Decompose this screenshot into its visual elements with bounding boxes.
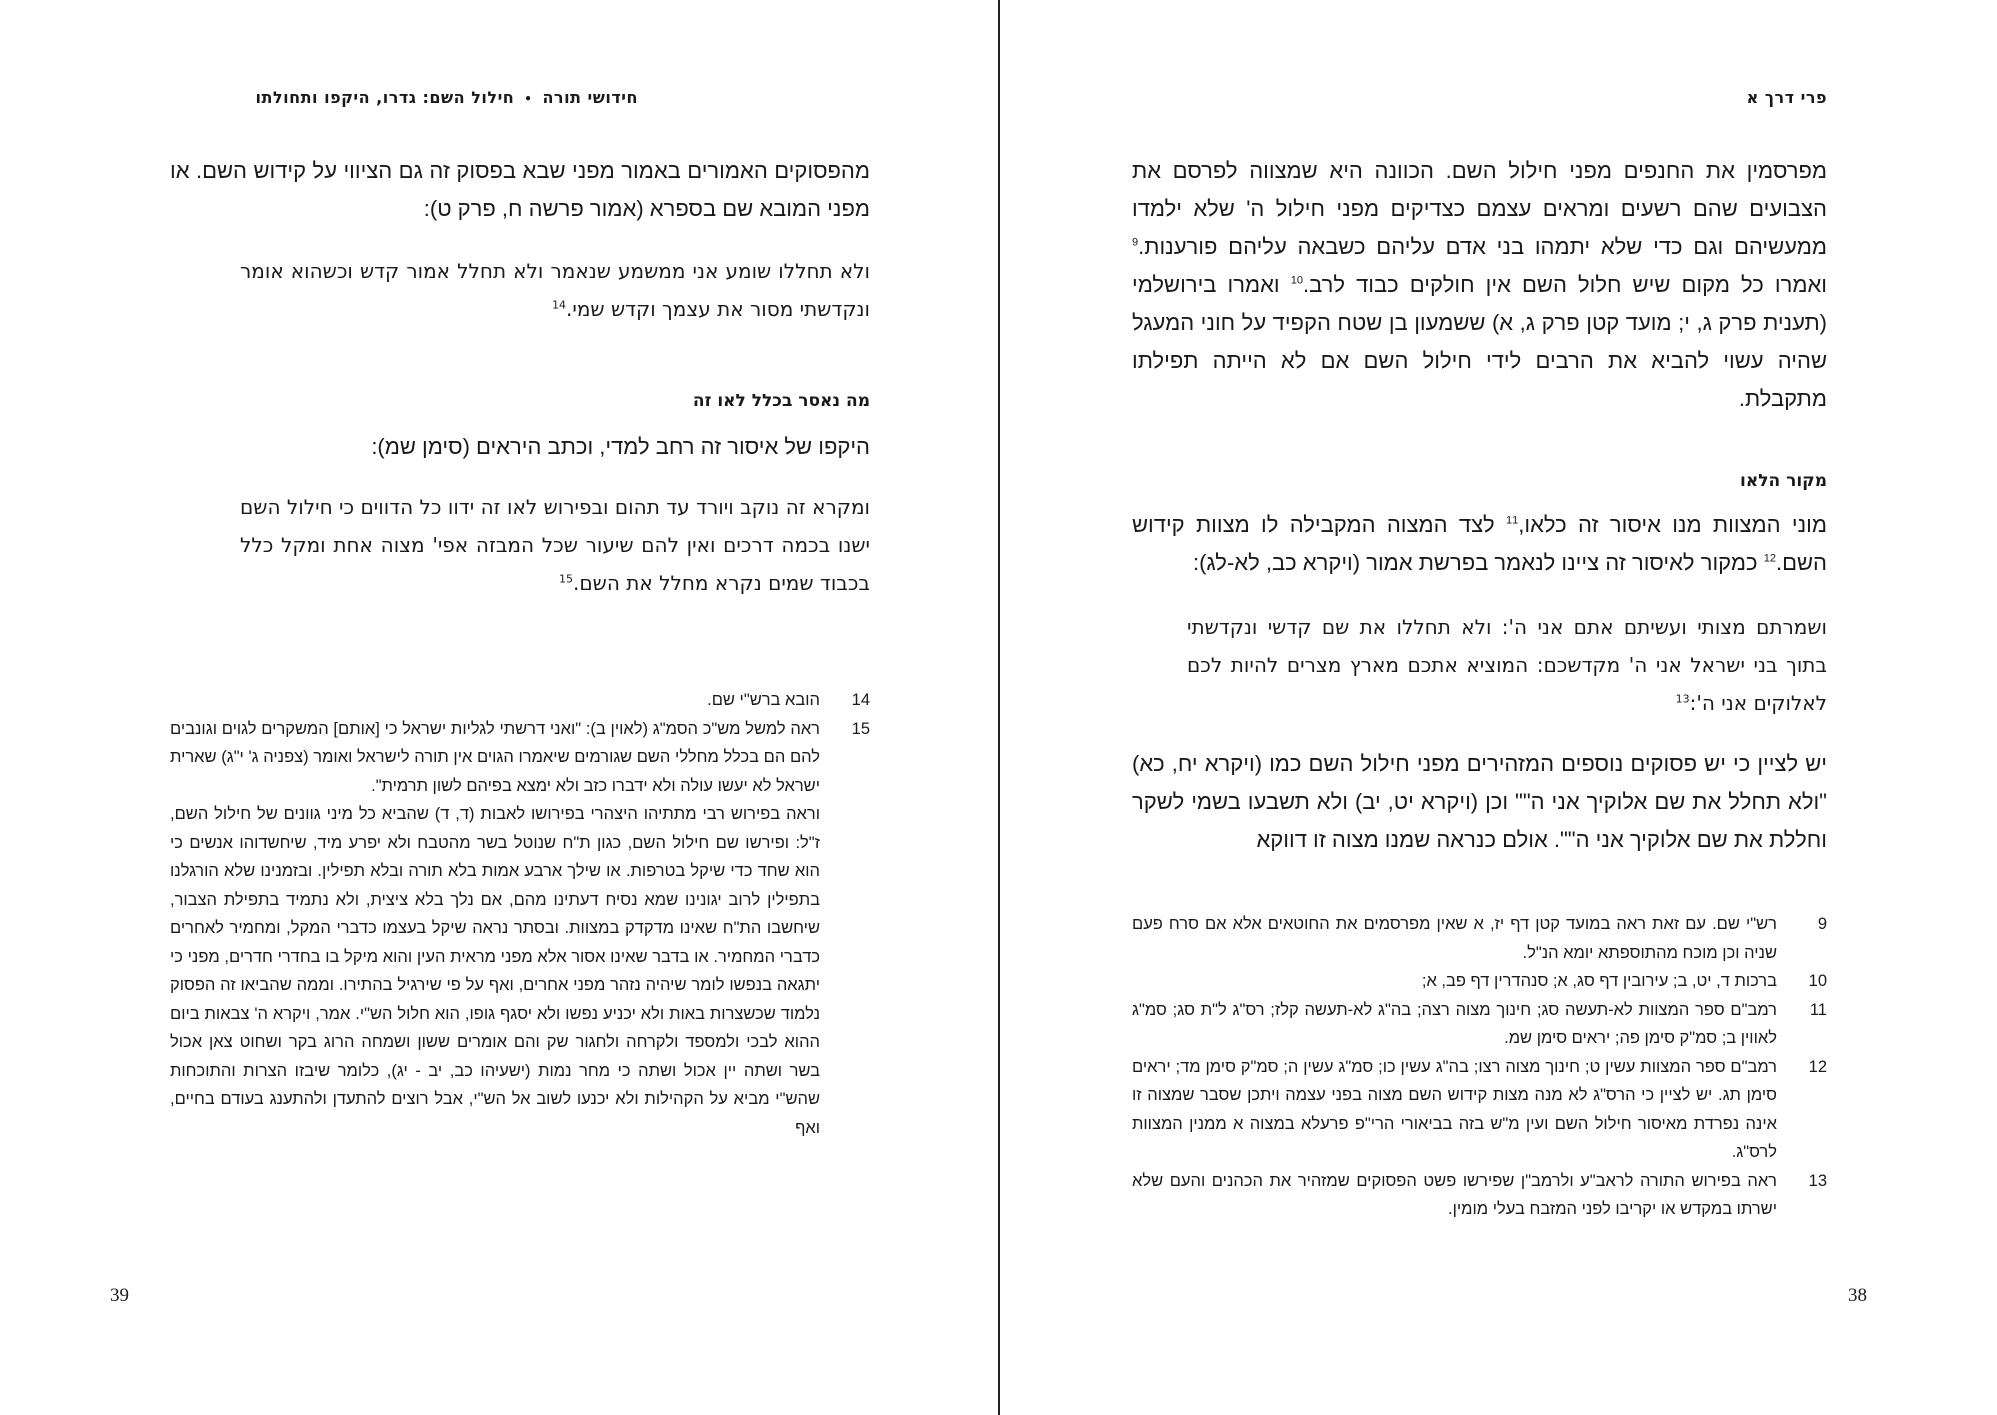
additional-verses-paragraph: יש לציין כי יש פסוקים נוספים המזהירים מפני חילול השם כמו (ויקרא יח, כא) "ולא תחלל את שם אלוקיך אני ה"" וכן (ויקרא יט, יב) ולא תשבעו בשמי לשקר וחללת את שם אלוקיך אני ה"". אולם כנראה שמנו מצוה זו דווקא [1132, 751, 1827, 852]
footnote-text: רמב"ם ספר המצוות עשין ט; חינוך מצוה רצו; בה"ג עשין כו; סמ"ג עשין ה; סמ"ק סימן מד; יראים סימן תג. יש לציין כי הרס"ג לא מנה מצות קידוש השם מצוה בפני עצמה ויתכן שסבר שמצוה זו אינה נפרדת מאיסור חילול השם ועין מ"ש בזה בביאורי הרי"פ פרעלא במצוה א ממנין המצוות לרס"ג. [1132, 1057, 1777, 1161]
yereim-quote [240, 488, 870, 602]
footnote-ref[interactable]: 9 [1132, 236, 1139, 249]
running-head-chapter: חילול השם: גדרו, היקפו ותחולתו [255, 88, 515, 107]
left-page [0, 0, 998, 1415]
footnote-ref[interactable]: 14 [552, 298, 567, 312]
footnote-10 [1132, 967, 1827, 996]
footnote-15 [170, 715, 870, 1143]
footnote-12 [1132, 1053, 1827, 1167]
running-head [256, 88, 639, 107]
footnote-text: רש"י שם. עם זאת ראה במועד קטן דף יז, א שאין מפרסמים את החוטאים אלא אם סרח פעם שניה וכן מוכח מהתוספתא יומא הנ"ל. [1132, 915, 1777, 962]
footnote-text: ברכות ד, יט, ב; עירובין דף סג, א; סנהדרין דף פב, א; [1421, 972, 1777, 990]
section-heading: מקור הלאו [1740, 471, 1827, 491]
footnote-ref[interactable]: 12 [1763, 552, 1776, 565]
footnotes [170, 686, 870, 1142]
leviticus-quote [1187, 608, 1827, 722]
page-number: 38 [1848, 1285, 1867, 1306]
paragraph-text: מפרסמין את החנפים מפני חילול השם. הכוונה היא שמצווה לפרסם את הצבועים שהם רשעים ומראים עצמם כצדיקים מפני חילול ה' שלא ילמדו ממעשיהם וגם כדי שלא יתמהו בני אדם עליהם כשבאה עליהם פורענות. [1132, 158, 1827, 259]
footnote-ref[interactable]: 15 [559, 572, 574, 586]
footnote-ref[interactable]: 13 [1675, 692, 1690, 706]
footnote-number: 12 [1808, 1057, 1827, 1076]
footnote-ref[interactable]: 10 [1290, 274, 1303, 287]
footnote-text: ראה בפירוש התורה לראב"ע ולרמב"ן שפירשו פשט הפסוקים שמזהיר את הכהנים והעם שלא ישרתו במקדש או יקריבו לפני המזבח בעלי מומין. [1132, 1171, 1777, 1218]
source-paragraph [1132, 506, 1827, 582]
bullet-separator-icon: • [524, 92, 533, 106]
footnote-number: 15 [851, 719, 870, 738]
footnote-text: הובא ברש"י שם. [707, 691, 820, 709]
paragraph-text: ואמרו בירושלמי (תענית פרק ג, י; מועד קטן פרק ג, א) ששמעון בן שטח הקפיד על חוני המעגל שהיה עשוי להביא את הרבים לידי חילול השם אם לא הייתה תפילתו מתקבלת. [1132, 272, 1827, 411]
running-head-book: חידושי תורה [542, 88, 638, 107]
paragraph-text: ואמרו כל מקום שיש חלול השם אין חולקים כבוד לרב. [1302, 272, 1827, 297]
footnote-11 [1132, 996, 1827, 1053]
right-page [1000, 0, 1997, 1415]
quote-text: ושמרתם מצותי ועשיתם אתם אני ה': ולא תחללו את שם קדשי ונקדשתי בתוך בני ישראל אני ה' מקדשכם: המוציא אתכם מארץ מצרים להיות לכם לאלוקים אני ה': [1187, 615, 1827, 715]
footnote-number: 9 [1817, 915, 1827, 933]
footnote-9 [1132, 910, 1827, 967]
footnote-number: 10 [1808, 972, 1827, 990]
footnote-number: 11 [1809, 1000, 1827, 1019]
quote-text: ומקרא זה נוקב ויורד עד תהום ובפירוש לאו זה ידוו כל הדווים כי חילול השם ישנו בכמה דרכים ואין להם שיעור שכל המבזה אפי' מצוה אחת ומקל כלל בכבוד שמים נקרא מחלל את השם. [240, 495, 870, 595]
footnotes [1132, 910, 1827, 1224]
section-paragraph: היקפו של איסור זה רחב למדי, וכתב היראים (סימן שמ): [371, 434, 870, 459]
footnote-14 [170, 686, 870, 715]
running-head: פרי דרך א [1746, 88, 1827, 107]
footnote-text-continued: וראה בפירוש רבי מתתיהו היצהרי בפירושו לאבות (ד, ד) שהביא כל מיני גוונים של חילול השם, ז"ל: ופירשו שם חילול השם, כגון ת"ח שנוטל בשר מהטבח ולא יפרע מיד, שיחשדוהו אנשים כי הוא שחד כדי שיקל בטרפות. או שילך ארבע אמות בלא תורה ובלא תפילין. ובזמנינו שלא הורגלנו בתפילין לרוב יגונינו שמא נסיח דעתינו מהם, אם נלך בלא ציצית, ולא נתמיד בתפילת הצבור, שיחשבו הת"ח שאינו מדקדק במצוות. ובסתר נראה שיקל בעצמו כדברי המקל, ומחמיר לאחרים כדברי המחמיר. או בדבר שאינו אסור אלא מפני מראית העין והוא מיקל בו בחדרי חדרים, מפני כי יתגאה בנפשו לומר שיהיה נזהר מפני אחרים, ואף על פי שירגיל בהתירו. וממה שהביאו זה הפסוק נלמוד שכשצרות באות ולא יכניע נפשו ולא יסגף גופו, הוא חלול הש"י. אמר, ויקרא ה' צבאות ביום ההוא לבכי ולמספד ולקרחה ולחגור שק והם אומרים ששון ושמחה הרוג בקר ושחוט צאן אכול בשר ושתה יין אכול ושתה כי מחר נמות (ישעיהו כב, יב - יג), כלומר שיבזו הצרות והתוכחות שהש"י מביא על הקהילות ולא יכנעו לשוב אל הש"י, אבל רוצים להתעדן ולהתענג בעודם בחיים, ואף [170, 805, 820, 1137]
section-heading: מה נאסר בכלל לאו זה [692, 391, 870, 411]
paragraph-text: מוני המצוות מנו איסור זה כלאו, [1518, 512, 1828, 537]
sifra-quote [240, 252, 870, 328]
footnote-number: 14 [851, 691, 870, 709]
intro-paragraph: מהפסוקים האמורים באמור מפני שבא בפסוק זה גם הציווי על קידוש השם. או מפני המובא שם בספרא (אמור פרשה ח, פרק ט): [170, 158, 870, 221]
paragraph-text: כמקור לאיסור זה ציינו לנאמר בפרשת אמור (ויקרא כב, לא-לג): [1192, 550, 1764, 575]
opening-paragraph [1132, 152, 1827, 418]
footnote-number: 13 [1808, 1171, 1827, 1190]
footnote-text: ראה למשל מש"כ הסמ"ג (לאוין ב): "ואני דרשתי לגליות ישראל כי [אותם] המשקרים לגוים וגונבים להם הם בכלל מחללי השם שגורמים שיאמרו הגוים אין תורה לישראל ואומר (צפניה ג' י"ג) שארית ישראל לא יעשו עולה ולא ידברו כזב ולא ימצא בפיהם לשון תרמית". [170, 719, 820, 795]
footnote-13 [1132, 1167, 1827, 1224]
paragraph-text: לצד המצוה המקבילה לו מצוות קידוש השם. [1132, 512, 1827, 575]
page-number: 39 [110, 1285, 129, 1306]
footnote-text: רמב"ם ספר המצוות לא-תעשה סג; חינוך מצוה רצה; בה"ג לא-תעשה קלז; רס"ג ל"ת סג; סמ"ג לאווין ב; סמ"ק סימן פה; יראים סימן שמ. [1132, 1000, 1777, 1047]
footnote-ref[interactable]: 11 [1506, 514, 1519, 527]
quote-text: ולא תחללו שומע אני ממשמע שנאמר ולא תחלל אמור קדש וכשהוא אומר ונקדשתי מסור את עצמך וקדש שמי. [240, 259, 870, 321]
